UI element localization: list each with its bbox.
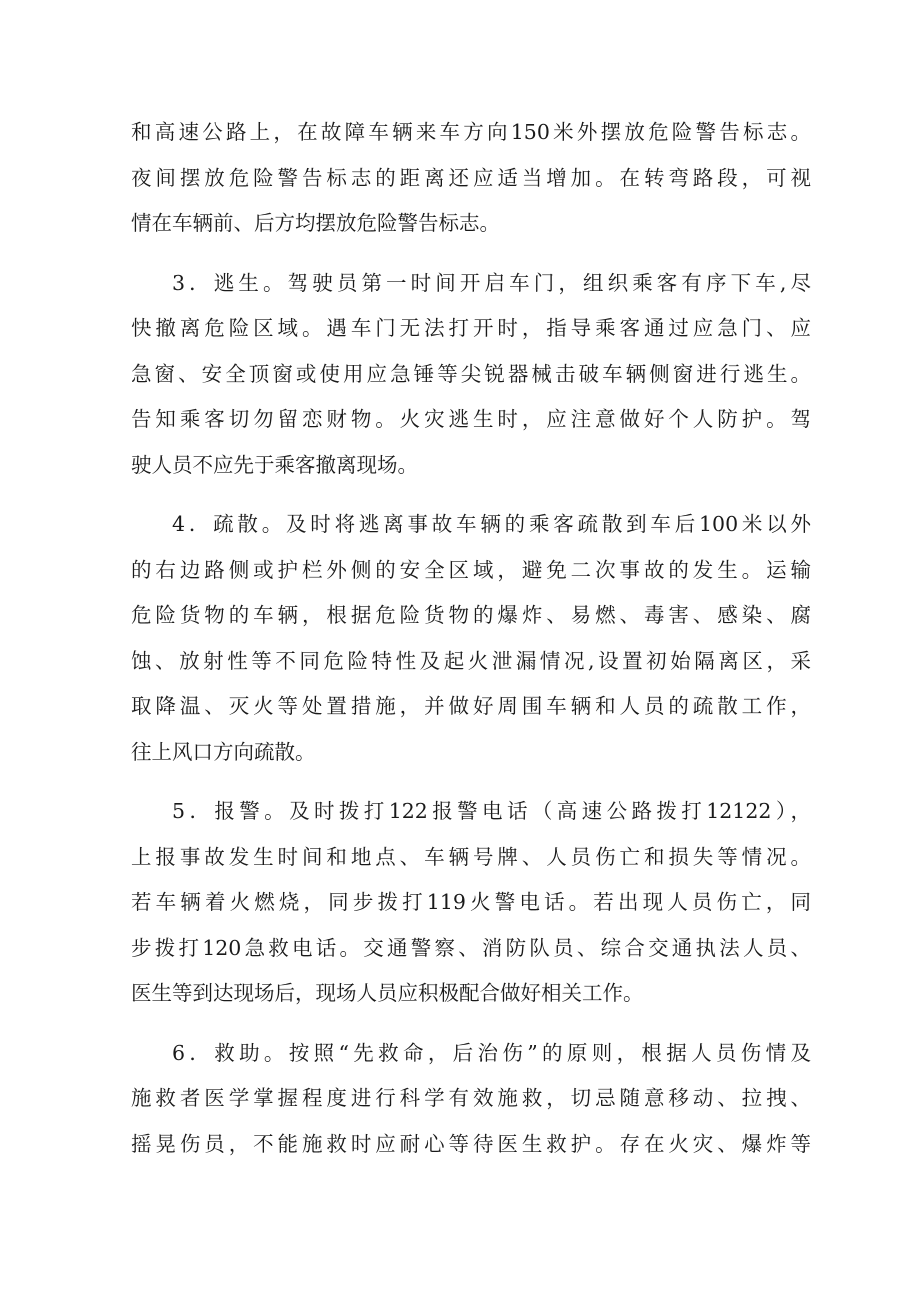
paragraph-report	[131, 789, 811, 1017]
text-line: 情在车辆前、后方均摆放危险警告标志。	[131, 211, 500, 235]
text-line: 夜间摆放危险警告标志的距离还应适当增加。在转弯路段，可视	[131, 165, 811, 190]
text-line: 往上风口方向疏散。	[131, 739, 316, 764]
text-line: 和高速公路上，在故障车辆来车方向150米外摆放危险警告标志。	[131, 120, 811, 144]
text-line: 蚀、放射性等不同危险特性及起火泄漏情况,设置初始隔离区，采	[131, 648, 811, 673]
text-line: 4．疏散。及时将逃离事故车辆的乘客疏散到车后100米以外	[172, 512, 811, 536]
text-line: 急窗、安全顶窗或使用应急锤等尖锐器械击破车辆侧窗进行逃生。	[131, 361, 811, 386]
paragraph-escape	[131, 261, 811, 489]
text-line: 6．救助。按照“先救命，后治伤”的原则，根据人员伤情及	[172, 1040, 811, 1065]
paragraph-rescue	[131, 1031, 811, 1168]
text-line: 上报事故发生时间和地点、车辆号牌、人员伤亡和损失等情况。	[131, 844, 811, 869]
body-text	[131, 110, 811, 1181]
text-line: 3．逃生。驾驶员第一时间开启车门，组织乘客有序下车,尽	[172, 270, 811, 295]
text-line: 驶人员不应先于乘客撤离现场。	[131, 452, 418, 477]
paragraph-evacuate	[131, 502, 811, 775]
text-line: 5．报警。及时拨打122报警电话（高速公路拨打12122），	[172, 799, 811, 823]
text-line: 若车辆着火燃烧，同步拨打119火警电话。若出现人员伤亡，同	[131, 890, 811, 914]
text-line: 的右边路侧或护栏外侧的安全区域，避免二次事故的发生。运输	[131, 557, 811, 582]
text-line: 危险货物的车辆，根据危险货物的爆炸、易燃、毒害、感染、腐	[131, 603, 811, 627]
text-line: 施救者医学掌握程度进行科学有效施救，切忌随意移动、拉拽、	[131, 1086, 811, 1110]
text-line: 步拨打120急救电话。交通警察、消防队员、综合交通执法人员、	[131, 935, 811, 960]
text-line: 摇晃伤员，不能施救时应耐心等待医生救护。存在火灾、爆炸等	[131, 1131, 811, 1156]
text-line: 告知乘客切勿留恋财物。火灾逃生时，应注意做好个人防护。驾	[131, 407, 811, 431]
paragraph-warning-sign	[131, 110, 811, 247]
text-line: 取降温、灭火等处置措施，并做好周围车辆和人员的疏散工作，	[131, 694, 811, 718]
text-line: 快撤离危险区域。遇车门无法打开时，指导乘客通过应急门、应	[131, 316, 811, 340]
text-line: 医生等到达现场后，现场人员应积极配合做好相关工作。	[131, 981, 644, 1005]
